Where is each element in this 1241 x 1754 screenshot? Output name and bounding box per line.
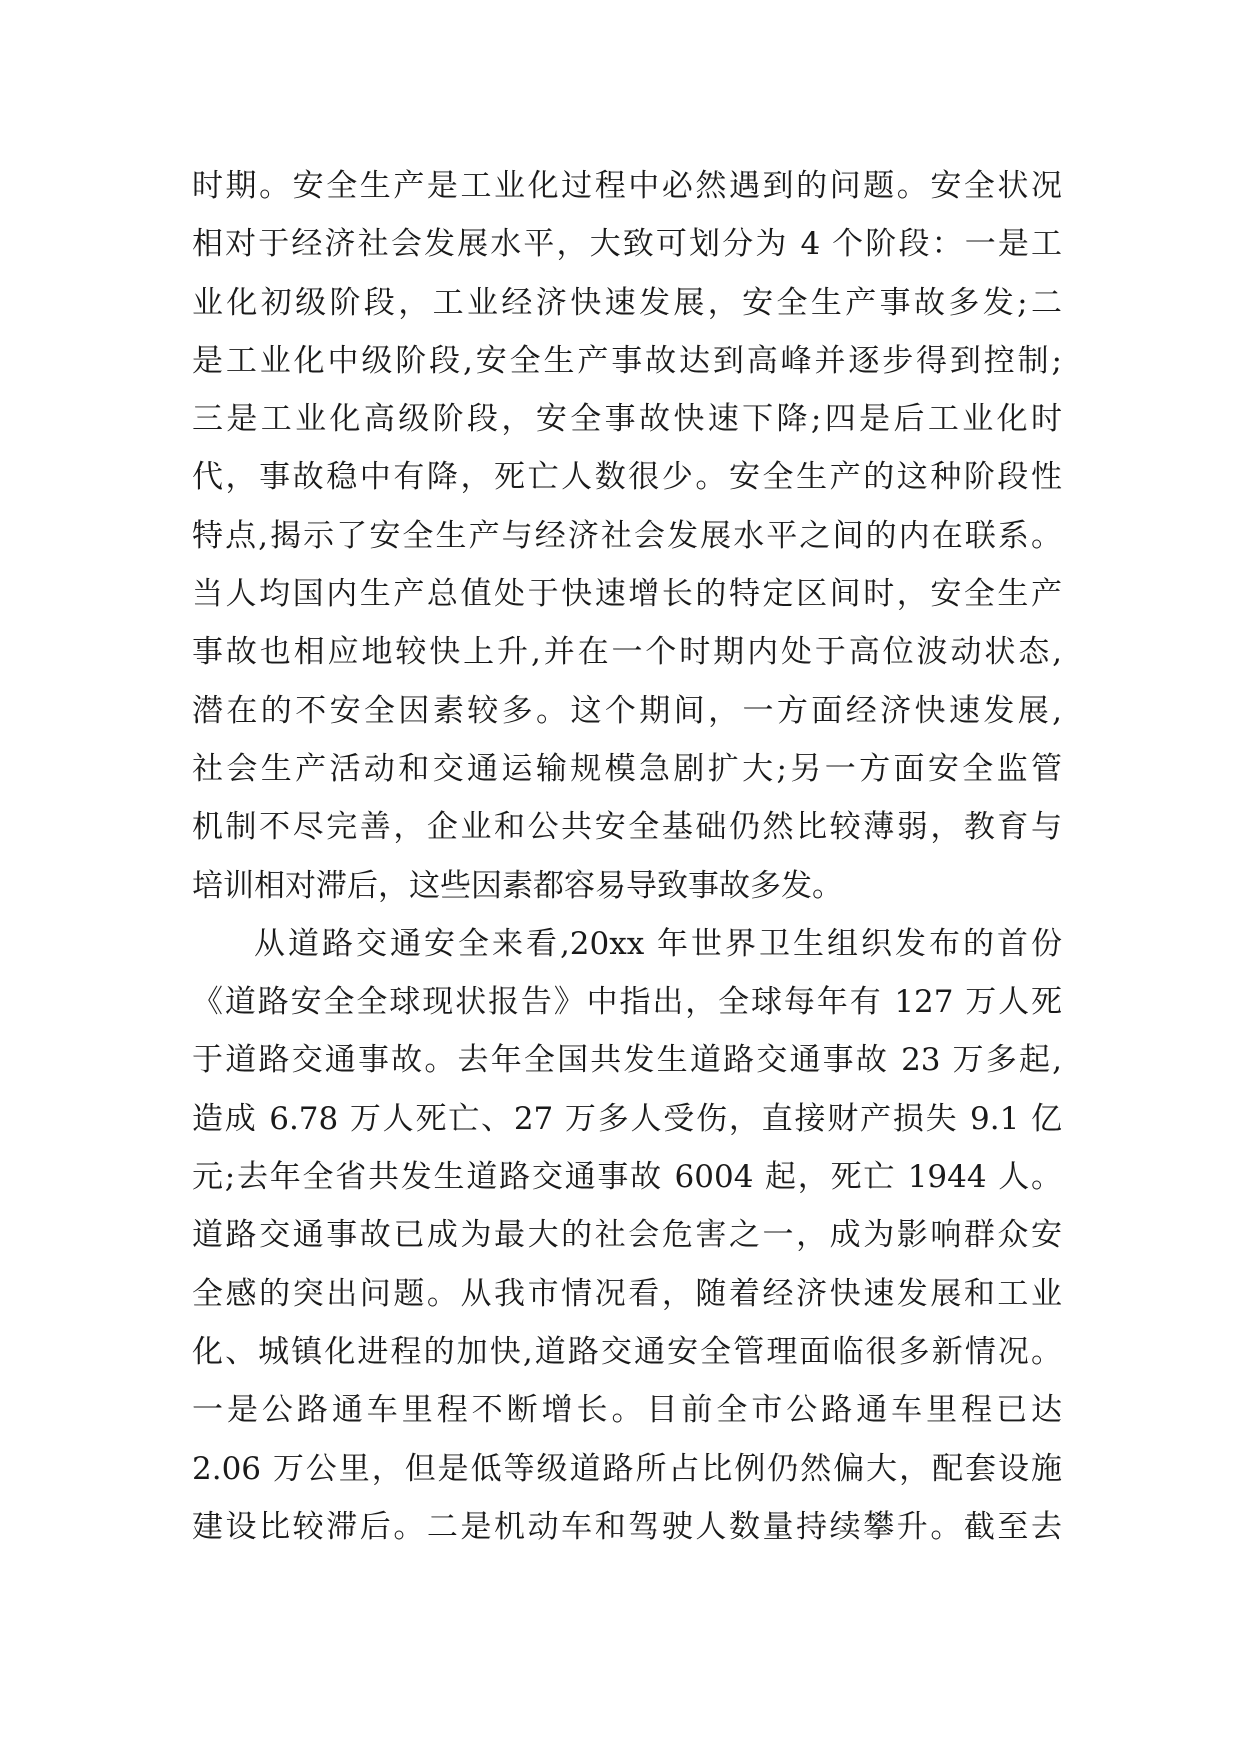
paragraph-1 (192, 157, 1062, 915)
text-line: 全感的突出问题。从我市情况看，随着经济快速发展和工业 (192, 1275, 1062, 1312)
text-line: 于道路交通事故。去年全国共发生道路交通事故 23 万多起, (192, 1042, 1062, 1079)
text-line: 2.06 万公里，但是低等级道路所占比例仍然偏大，配套设施 (192, 1450, 1062, 1487)
text-line: 代，事故稳中有降，死亡人数很少。安全生产的这种阶段性 (192, 459, 1062, 496)
text-line: 元;去年全省共发生道路交通事故 6004 起，死亡 1944 人。 (192, 1159, 1062, 1196)
text-line: 建设比较滞后。二是机动车和驾驶人数量持续攀升。截至去 (192, 1508, 1062, 1545)
text-line: 事故也相应地较快上升,并在一个时期内处于高位波动状态, (192, 634, 1062, 671)
text-line: 当人均国内生产总值处于快速增长的特定区间时，安全生产 (192, 576, 1062, 613)
text-line: 培训相对滞后，这些因素都容易导致事故多发。 (192, 867, 843, 904)
text-line: 机制不尽完善，企业和公共安全基础仍然比较薄弱，教育与 (192, 809, 1062, 846)
paragraph-2 (192, 915, 1062, 1556)
text-line: 三是工业化高级阶段，安全事故快速下降;四是后工业化时 (192, 401, 1062, 438)
text-line: 社会生产活动和交通运输规模急剧扩大;另一方面安全监管 (192, 750, 1062, 787)
text-line: 一是公路通车里程不断增长。目前全市公路通车里程已达 (192, 1392, 1062, 1429)
text-line: 《道路安全全球现状报告》中指出，全球每年有 127 万人死 (192, 984, 1062, 1021)
text-line: 化、城镇化进程的加快,道路交通安全管理面临很多新情况。 (192, 1333, 1062, 1370)
text-line: 从道路交通安全来看,20xx 年世界卫生组织发布的首份 (254, 925, 1062, 962)
text-line: 相对于经济社会发展水平，大致可划分为 4 个阶段：一是工 (192, 226, 1062, 263)
text-line: 潜在的不安全因素较多。这个期间，一方面经济快速发展, (192, 692, 1062, 729)
text-line: 道路交通事故已成为最大的社会危害之一，成为影响群众安 (192, 1217, 1062, 1254)
body-text (192, 157, 1062, 1556)
text-line: 造成 6.78 万人死亡、27 万多人受伤，直接财产损失 9.1 亿 (192, 1100, 1062, 1137)
text-line: 业化初级阶段，工业经济快速发展，安全生产事故多发;二 (192, 284, 1062, 321)
text-line: 特点,揭示了安全生产与经济社会发展水平之间的内在联系。 (192, 517, 1062, 554)
text-line: 时期。安全生产是工业化过程中必然遇到的问题。安全状况 (192, 168, 1062, 204)
text-line: 是工业化中级阶段,安全生产事故达到高峰并逐步得到控制; (192, 342, 1062, 379)
